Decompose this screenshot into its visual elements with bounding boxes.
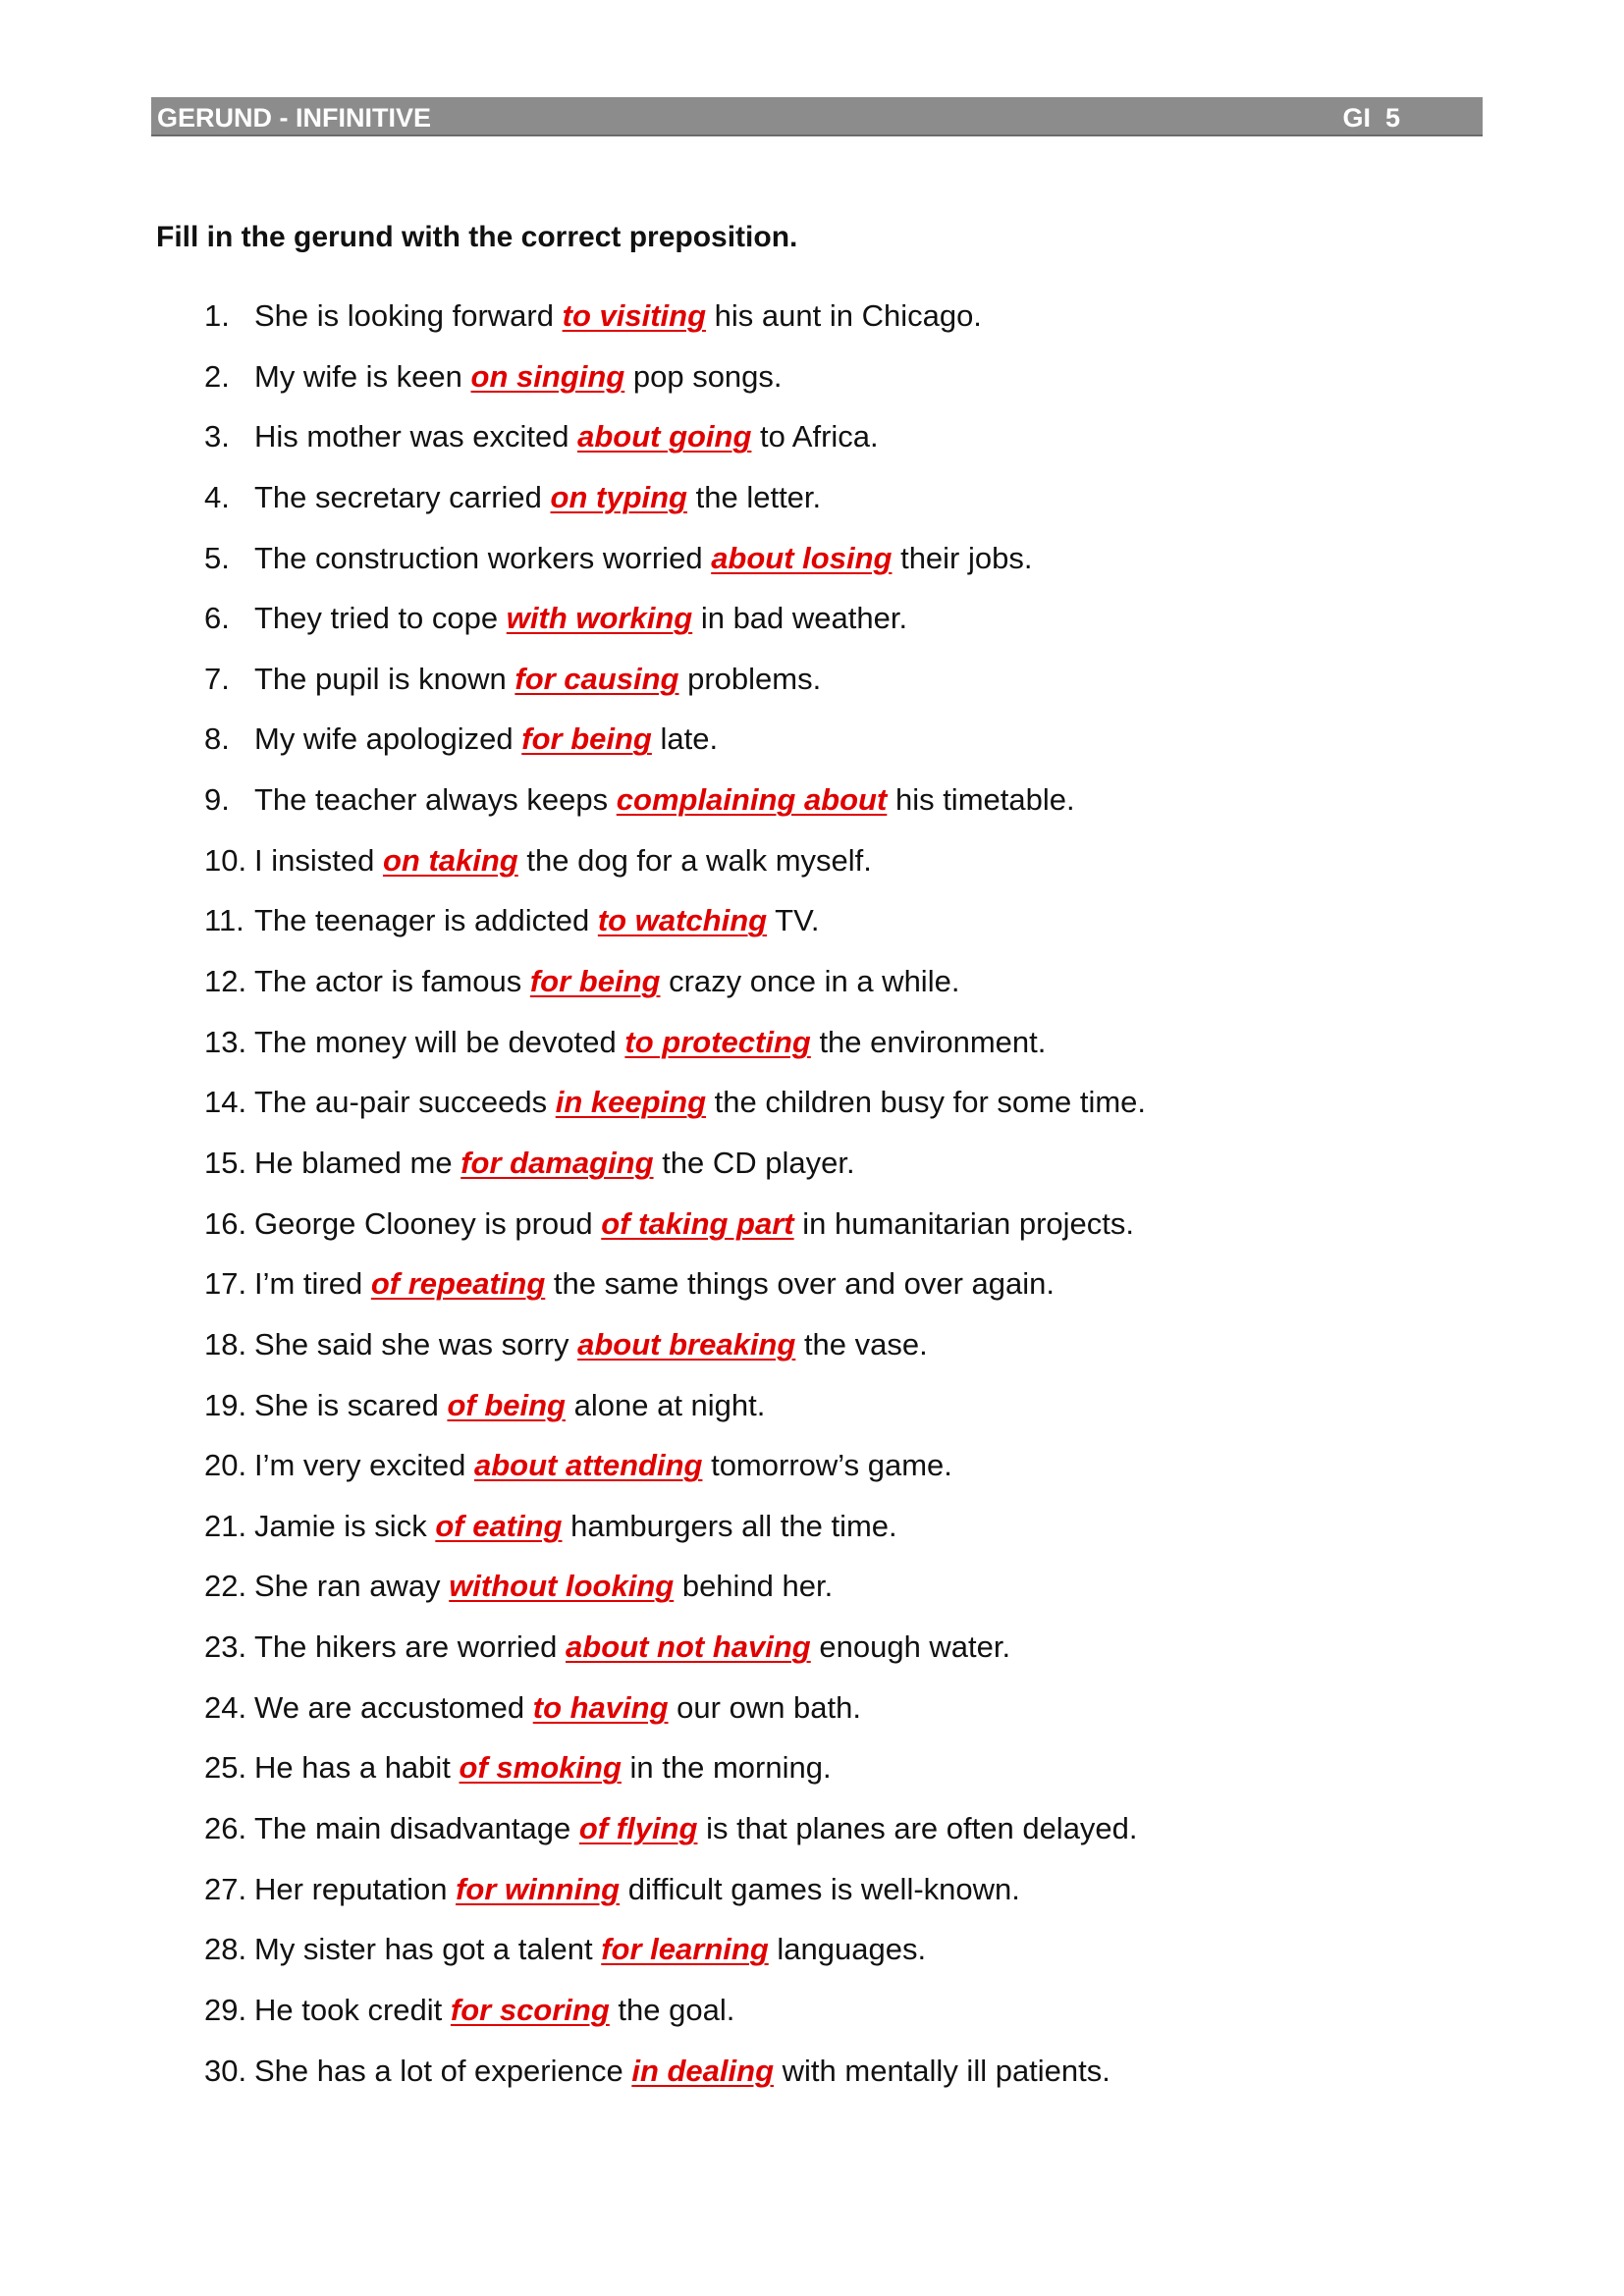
exercise-number: 2. <box>204 358 230 394</box>
sentence-end: to Africa. <box>760 419 879 454</box>
header-bar <box>151 97 1483 136</box>
exercise-sentence <box>254 1628 1010 1667</box>
answer-text: for learning <box>601 1932 769 1967</box>
sentence-start: She said she was sorry <box>254 1326 569 1362</box>
sentence-end: their jobs. <box>900 540 1033 575</box>
sentence-end: languages. <box>777 1932 927 1967</box>
sentence-end: the goal. <box>618 1992 735 2027</box>
answer-text: about losing <box>711 540 893 575</box>
sentence-end: behind her. <box>681 1569 834 1604</box>
sentence-end: with mentally ill patients. <box>782 2053 1110 2088</box>
exercise-sentence <box>254 2052 1110 2091</box>
exercise-number: 11. <box>204 903 244 938</box>
sentence-start: I’m tired <box>254 1266 363 1302</box>
answer-text: with working <box>506 601 693 636</box>
answer-text: about attending <box>473 1448 703 1483</box>
exercise-sentence <box>254 1930 926 1969</box>
instructions: Fill in the gerund with the correct preposition. <box>156 221 798 253</box>
sentence-end: the same things over and over again. <box>553 1266 1055 1302</box>
sentence-end: in the morning. <box>629 1750 832 1786</box>
sentence-end: the children busy for some time. <box>714 1085 1147 1120</box>
exercise-sentence <box>254 1688 861 1728</box>
sentence-start: Jamie is sick <box>254 1508 427 1543</box>
sentence-end: the environment. <box>819 1024 1047 1059</box>
exercise-number: 29. <box>204 1992 247 2027</box>
sentence-end: alone at night. <box>573 1387 766 1422</box>
answer-text: on typing <box>550 479 687 514</box>
exercise-sentence <box>254 720 718 759</box>
exercise-number: 12. <box>204 964 247 999</box>
exercise-number: 25. <box>204 1750 247 1786</box>
exercise-sentence <box>254 1144 855 1183</box>
worksheet-title: GERUND - INFINITIVE <box>157 103 432 133</box>
exercise-sentence <box>254 1264 1055 1304</box>
answer-text: on taking <box>382 842 518 878</box>
sentence-start: She is looking forward <box>254 298 554 333</box>
exercise-sentence <box>254 1023 1046 1062</box>
answer-text: to protecting <box>624 1024 811 1059</box>
exercise-number: 10. <box>204 842 247 878</box>
sentence-start: My sister has got a talent <box>254 1932 593 1967</box>
sentence-end: the CD player. <box>662 1145 855 1180</box>
exercise-number: 15. <box>204 1145 247 1180</box>
sentence-start: He has a habit <box>254 1750 451 1786</box>
sentence-end: the vase. <box>803 1326 928 1362</box>
sentence-start: The teacher always keeps <box>254 782 609 818</box>
answer-text: for being <box>529 964 661 999</box>
answer-text: of repeating <box>370 1266 546 1302</box>
answer-text: for scoring <box>450 1992 610 2027</box>
sentence-start: Her reputation <box>254 1871 448 1906</box>
sentence-start: His mother was excited <box>254 419 569 454</box>
sentence-end: his timetable. <box>894 782 1075 818</box>
sentence-start: The money will be devoted <box>254 1024 617 1059</box>
answer-text: about going <box>577 419 752 454</box>
sentence-end: his aunt in Chicago. <box>714 298 982 333</box>
sentence-start: The main disadvantage <box>254 1811 571 1846</box>
sentence-start: She ran away <box>254 1569 441 1604</box>
exercise-number: 22. <box>204 1569 247 1604</box>
exercise-number: 8. <box>204 721 230 757</box>
answer-text: for being <box>521 721 652 757</box>
sentence-start: He took credit <box>254 1992 443 2027</box>
answer-text: about not having <box>566 1629 811 1665</box>
exercise-number: 24. <box>204 1689 247 1725</box>
sentence-end: in bad weather. <box>700 601 908 636</box>
exercise-number: 21. <box>204 1508 247 1543</box>
exercise-number: 14. <box>204 1085 247 1120</box>
exercise-sentence <box>254 599 907 638</box>
answer-text: complaining about <box>616 782 888 818</box>
sentence-end: problems. <box>687 661 822 696</box>
answer-text: about breaking <box>577 1326 796 1362</box>
exercise-sentence <box>254 539 1032 578</box>
exercise-number: 13. <box>204 1024 247 1059</box>
exercise-sentence <box>254 1991 734 2030</box>
sentence-end: hamburgers all the time. <box>570 1508 897 1543</box>
answer-text: without looking <box>449 1569 675 1604</box>
sentence-end: enough water. <box>819 1629 1011 1665</box>
exercise-sentence <box>254 1748 832 1788</box>
exercise-sentence <box>254 901 820 940</box>
sentence-end: late. <box>660 721 719 757</box>
answer-text: in keeping <box>555 1085 707 1120</box>
sentence-start: George Clooney is proud <box>254 1205 593 1241</box>
sentence-end: our own bath. <box>677 1689 862 1725</box>
answer-text: on singing <box>470 358 625 394</box>
worksheet-code: GI 5 <box>1342 103 1400 133</box>
sentence-end: crazy once in a while. <box>669 964 960 999</box>
sentence-end: is that planes are often delayed. <box>706 1811 1138 1846</box>
exercise-number: 4. <box>204 479 230 514</box>
sentence-start: He blamed me <box>254 1145 453 1180</box>
sentence-start: We are accustomed <box>254 1689 525 1725</box>
answer-text: to having <box>532 1689 669 1725</box>
sentence-start: The actor is famous <box>254 964 522 999</box>
sentence-start: My wife is keen <box>254 358 462 394</box>
sentence-end: in humanitarian projects. <box>802 1205 1134 1241</box>
answer-text: in dealing <box>631 2053 775 2088</box>
exercise-sentence <box>254 962 959 1001</box>
exercise-sentence <box>254 478 821 517</box>
sentence-end: tomorrow’s game. <box>711 1448 952 1483</box>
exercise-sentence <box>254 1446 952 1485</box>
exercise-sentence <box>254 841 872 881</box>
exercise-number: 17. <box>204 1266 247 1302</box>
exercise-number: 9. <box>204 782 230 818</box>
sentence-end: pop songs. <box>632 358 783 394</box>
exercise-number: 23. <box>204 1629 247 1665</box>
exercise-sentence <box>254 1567 833 1606</box>
exercise-sentence <box>254 1809 1138 1848</box>
exercise-number: 26. <box>204 1811 247 1846</box>
exercise-sentence <box>254 417 879 456</box>
sentence-end: TV. <box>775 903 820 938</box>
exercise-sentence <box>254 1386 765 1425</box>
sentence-start: The secretary carried <box>254 479 542 514</box>
exercise-number: 16. <box>204 1205 247 1241</box>
sentence-end: difficult games is well-known. <box>627 1871 1020 1906</box>
exercise-sentence <box>254 1507 897 1546</box>
exercise-number: 5. <box>204 540 230 575</box>
exercise-number: 20. <box>204 1448 247 1483</box>
sentence-start: My wife apologized <box>254 721 514 757</box>
answer-text: to watching <box>597 903 768 938</box>
answer-text: of smoking <box>459 1750 622 1786</box>
sentence-start: The construction workers worried <box>254 540 703 575</box>
sentence-end: the letter. <box>695 479 822 514</box>
answer-text: for winning <box>456 1871 621 1906</box>
sentence-start: They tried to cope <box>254 601 499 636</box>
exercise-number: 27. <box>204 1871 247 1906</box>
exercise-sentence <box>254 660 821 699</box>
exercise-number: 30. <box>204 2053 247 2088</box>
exercise-sentence <box>254 1204 1134 1244</box>
exercise-sentence <box>254 296 982 336</box>
sentence-start: She is scared <box>254 1387 439 1422</box>
sentence-start: The hikers are worried <box>254 1629 558 1665</box>
answer-text: to visiting <box>562 298 707 333</box>
exercise-number: 6. <box>204 601 230 636</box>
exercise-sentence <box>254 1083 1146 1122</box>
answer-text: for causing <box>514 661 679 696</box>
exercise-number: 7. <box>204 661 230 696</box>
exercise-sentence <box>254 357 783 397</box>
exercise-sentence <box>254 780 1075 820</box>
exercise-number: 28. <box>204 1932 247 1967</box>
exercise-sentence <box>254 1325 928 1364</box>
answer-text: of being <box>447 1387 566 1422</box>
exercise-number: 19. <box>204 1387 247 1422</box>
sentence-start: The teenager is addicted <box>254 903 590 938</box>
exercise-number: 18. <box>204 1326 247 1362</box>
answer-text: of taking part <box>601 1205 794 1241</box>
sentence-start: She has a lot of experience <box>254 2053 623 2088</box>
sentence-start: I insisted <box>254 842 375 878</box>
answer-text: for damaging <box>460 1145 654 1180</box>
answer-text: of flying <box>578 1811 698 1846</box>
sentence-start: The pupil is known <box>254 661 507 696</box>
sentence-start: The au-pair succeeds <box>254 1085 548 1120</box>
exercise-number: 3. <box>204 419 230 454</box>
answer-text: of eating <box>435 1508 563 1543</box>
exercise-sentence <box>254 1870 1020 1909</box>
exercise-number: 1. <box>204 298 230 333</box>
sentence-start: I’m very excited <box>254 1448 466 1483</box>
sentence-end: the dog for a walk myself. <box>526 842 872 878</box>
